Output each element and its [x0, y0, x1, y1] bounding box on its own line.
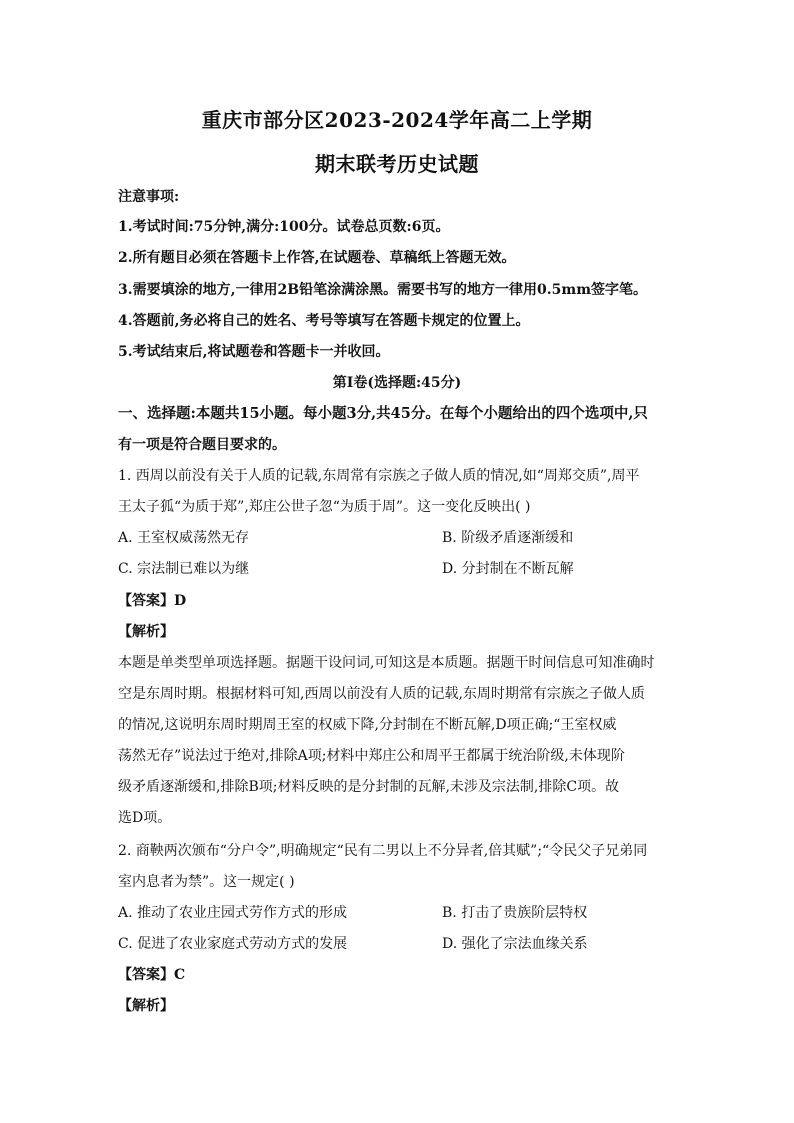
q1-analysis-line5: 级矛盾逐渐缓和,排除B项;材料反映的是分封制的瓦解,未涉及宗法制,排除C项。故	[118, 779, 620, 795]
q2-stem-line1: 2. 商鞅两次颁布“分户令”,明确规定“民有二男以上不分异者,倍其赋”;“令民父子兄弟同	[118, 843, 648, 859]
q1-analysis-line4: 荡然无存”说法过于绝对,排除A项;材料中郑庄公和周平王都属于统治阶级,未体现阶	[118, 748, 625, 764]
notice-item-3: 3.需要填涂的地方,一律用2B铅笔涂满涂黑。需要书写的地方一律用0.5mm签字笔。	[118, 282, 648, 298]
q2-stem-line2: 室内息者为禁”。这一规定( )	[118, 874, 295, 890]
q1-stem-line1: 1. 西周以前没有关于人质的记载,东周常有宗族之子做人质的情况,如“周郑交质”,周平	[118, 468, 640, 484]
notice-item-5: 5.考试结束后,将试题卷和答题卡一并收回。	[118, 344, 390, 360]
q1-analysis-label: 【解析】	[118, 624, 174, 640]
q1-option-b: B. 阶级矛盾逐渐缓和	[442, 530, 574, 546]
q1-analysis-line2: 空是东周时期。根据材料可知,西周以前没有人质的记载,东周时期常有宗族之子做人质	[118, 686, 645, 702]
notice-item-2: 2.所有题目必须在答题卡上作答,在试题卷、草稿纸上答题无效。	[118, 250, 516, 266]
q2-option-a: A. 推动了农业庄园式劳作方式的形成	[118, 905, 348, 921]
q2-option-d: D. 强化了宗法血缘关系	[442, 936, 588, 952]
q1-analysis-line6: 选D项。	[118, 810, 172, 826]
section-heading-line2: 有一项是符合题目要求的。	[118, 437, 286, 453]
q1-analysis-line3: 的情况,这说明东周时期周王室的权威下降,分封制在不断瓦解,D项正确;“王室权威	[118, 717, 617, 733]
q1-option-a: A. 王室权威荡然无存	[118, 530, 250, 546]
q2-analysis-label: 【解析】	[118, 998, 174, 1014]
q1-answer: 【答案】D	[118, 593, 187, 609]
q2-option-b: B. 打击了贵族阶层特权	[442, 905, 588, 921]
q2-answer: 【答案】C	[118, 967, 186, 983]
doc-title-line2: 期末联考历史试题	[315, 152, 479, 176]
q1-option-c: C. 宗法制已难以为继	[118, 561, 250, 577]
section-heading-line1: 一、选择题:本题共15小题。每小题3分,共45分。在每个小题给出的四个选项中,只	[118, 405, 648, 422]
q1-stem-line2: 王太子狐“为质于郑”,郑庄公世子忽“为质于周”。这一变化反映出( )	[118, 499, 531, 515]
doc-title-line1: 重庆市部分区2023-2024学年高二上学期	[201, 108, 593, 132]
q1-option-d: D. 分封制在不断瓦解	[442, 561, 574, 577]
q1-analysis-line1: 本题是单类型单项选择题。据题干设问词,可知这是本质题。据题干时间信息可知准确时	[118, 655, 655, 671]
notice-item-1: 1.考试时间:75分钟,满分:100分。试卷总页数:6页。	[118, 219, 450, 235]
notice-item-4: 4.答题前,务必将自己的姓名、考号等填写在答题卡规定的位置上。	[118, 313, 530, 329]
q2-option-c: C. 促进了农业家庭式劳动方式的发展	[118, 936, 348, 952]
volume-title: 第Ⅰ卷(选择题:45分)	[332, 375, 462, 391]
notice-heading: 注意事项:	[118, 189, 180, 205]
